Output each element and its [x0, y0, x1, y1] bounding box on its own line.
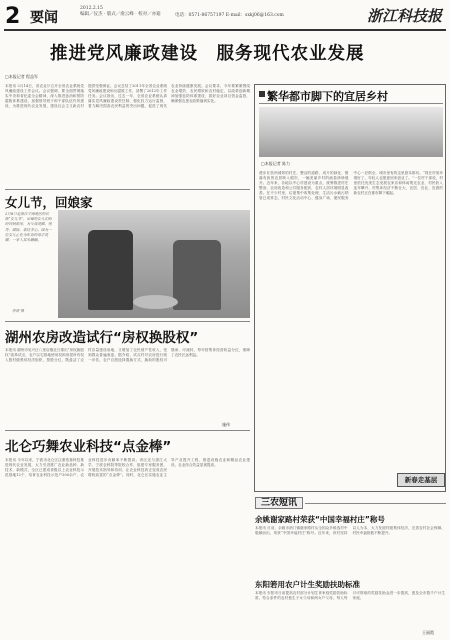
- masthead-logo: 浙江科技报: [366, 7, 442, 25]
- sidebar-headline: 繁华都市脚下的宜居乡村: [267, 90, 388, 103]
- editor-line: 编辑／仪杰 · 版式／俞云峰 · 校对／亦迪: [80, 12, 161, 17]
- photo-feature-title: 女儿节，回娘家: [5, 195, 93, 210]
- page-header: [0, 0, 450, 30]
- sidebar-body: 漫步在杭州城郊的村庄，整洁的道路、成片的绿化、错落有致的农居映入眼帘，一幅美丽乡村的画卷徐徐展开。近年来，各地以中心村建设为重点，统筹推进村庄整治、农房改造和公共服务配套，农村人居环境明显改善。在不少村里，垃圾集中收集处理、生活污水截污纳管已成常态，村民文化活动中心、健身广场、便民服务中心一应俱全，城市里有的这里基本都有。“现在村里环境好了，年轻人也愿意回来创业了。”一位村干部说，村里依托优美生态发展农家乐和休闲观光农业，村民收入连年攀升，村集体经济不断壮大，宜居、宜业、宜游的新农村正在都市脚下崛起。: [259, 171, 443, 201]
- huzhou-body: 本报讯 湖州市吴兴区八里店镇近日推出“房权换股权”改革试点，农户以宅基地使用权和房屋所有权入股村级集体经济组织，按股分红，既盘活了农村存量建设用地，又增加了农民财产性收入，受到群众普遍欢迎。据介绍，试点村对农房进行统一评估，农户自愿选择置换方式，换取的股权可继承、可流转，每年按集体经营收益分红，保障了农民长远利益。: [5, 348, 250, 363]
- bullet-icon: [259, 91, 265, 97]
- column-label: 三农短讯: [255, 497, 303, 509]
- photo-caption: 2月8日是浙江宁海地区的传统“女儿节”，出嫁的女儿们纷纷回到娘家，为父母洗脚、捶背、做饭，表达孝心。图为一位女儿正在为年迈的母亲洗脚，一家人其乐融融。: [5, 212, 52, 243]
- family-photo: [58, 210, 250, 318]
- daughter-figure: [88, 230, 133, 310]
- lead-headline: 推进党风廉政建设 服务现代农业发展: [50, 44, 365, 64]
- section-title: 要闻: [30, 10, 58, 26]
- lead-body: 本报讯 2月14日，省农业厅召开全省农业系统党风廉政建设工作会议。会议强调，要全面贯彻落实中央和省纪委全会精神，深入推进惩治和预防腐败体系建设，加强领导班子和干部队伍作风建设，为推进现代农业发展、建设社会主义新农村提供坚强保证。会议总结了2011年全省农业系统党风廉政建设和反腐败工作，部署了2012年工作任务。会议指出，过去一年，全省农业系统认真落实党风廉政建设责任制，强化权力运行监督，着力解决损害农民利益的突出问题，促进了现代农业持续健康发展。会议要求，今年要紧紧围绕农业增效、农民增收和农村稳定，以改革创新精神加强惩防体系建设，抓好农业项目资金监管，确保强农惠农政策落到实处。: [5, 84, 250, 109]
- column-stamp: 新春走基层: [397, 473, 445, 487]
- divider: [5, 321, 250, 322]
- wash-basin: [133, 295, 178, 309]
- news-item-1-body: 本报讯 日前，余姚市泗门镇谢家路村从全国众多候选村中脱颖而出，荣获“中国幸福村庄”称号。近年来，该村坚持以人为本，大力发展村级集体经济，完善农村社会保障，村民幸福指数不断提升。: [255, 526, 445, 536]
- divider: [5, 189, 250, 190]
- header-rule: [4, 29, 446, 31]
- news-item-2-body: 本报讯 东阳市日前提高农村部分计划生育家庭奖励扶助标准，符合条件的农村独生子女父母和两女户父母，每人每月可领取的奖励扶助金进一步提高，惠及全市数千户计生家庭。: [255, 591, 445, 601]
- sidebar-box: [254, 84, 446, 492]
- contact-line: 电话：0571-86757197 E-mail：sxkj06@163.com: [175, 13, 284, 18]
- photographer-credit: 李铭 摄: [12, 309, 24, 313]
- issue-date: 2012.2.15: [80, 6, 103, 11]
- news-item-2-byline: 王丽霞: [422, 630, 434, 635]
- lead-byline: □本报记者 程益军: [5, 74, 39, 79]
- huzhou-byline: 施伟: [222, 422, 230, 427]
- page-number: 2: [5, 4, 21, 29]
- news-item-2-headline: 东阳箬用农户计生奖励扶助标准: [255, 580, 360, 589]
- divider: [5, 430, 250, 431]
- village-photo: [259, 107, 443, 157]
- huzhou-headline: 湖州农房改造试行“房权换股权”: [5, 330, 199, 346]
- news-item-1-headline: 余姚谢家路村荣获“中国幸福村庄”称号: [255, 515, 385, 524]
- mother-figure: [173, 240, 221, 310]
- divider: [305, 503, 446, 504]
- beilun-body: 本报讯 今年以来，宁波市北仑区注重依靠科技推进现代农业发展，大力引进推广农业新品种、新技术、新模式，全区已建成省级以上农业科技示范基地12个，培育农业科技示范户300余户，农业科技进步贡献率不断提高。该区还与浙江大学、宁波农科院等院校合作，组建专家服务团，开展技术指导和培训，让农业科技真正变成农民增收致富的“点金棒”。同时，北仑区实施农业主导产业提升工程，推进设施农业和精品农业建设，农业综合效益显著提高。: [5, 458, 250, 478]
- divider: [259, 103, 443, 104]
- sidebar-byline: □本报记者 陈力: [261, 161, 291, 166]
- beilun-headline: 北仑巧舞农业科技“点金棒”: [5, 439, 172, 455]
